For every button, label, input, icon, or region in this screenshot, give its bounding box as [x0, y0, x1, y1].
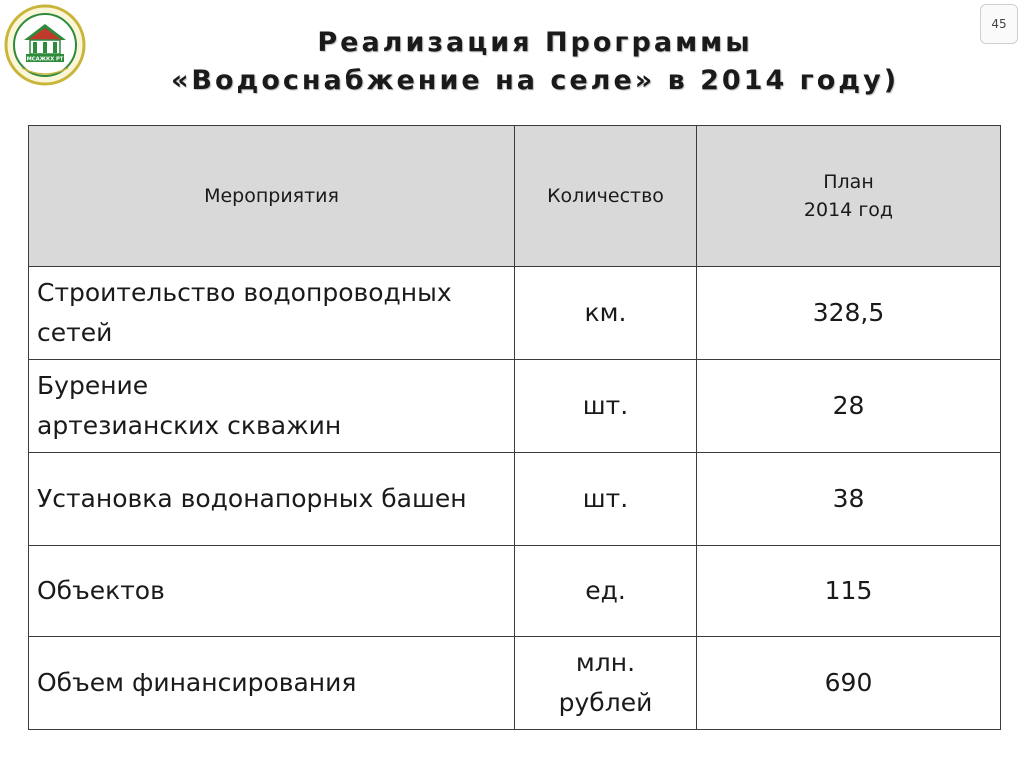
header-quantity: Количество: [515, 126, 697, 267]
cell-plan: 28: [697, 360, 1001, 453]
header-plan: План 2014 год: [697, 126, 1001, 267]
slide-title-line1: Реализация Программы: [317, 27, 753, 58]
table-header-row: [29, 126, 1001, 267]
cell-event: Объектов: [29, 546, 515, 637]
cell-plan: 690: [697, 637, 1001, 730]
cell-unit: км.: [515, 267, 697, 360]
cell-unit: шт.: [515, 453, 697, 546]
cell-event: Строительство водопроводных сетей: [29, 267, 515, 360]
cell-unit: ед.: [515, 546, 697, 637]
header-events: Мероприятия: [29, 126, 515, 267]
program-table: [28, 125, 1001, 730]
organization-emblem-icon: [4, 4, 86, 86]
slide-title-line2: «Водоснабжение на селе» в 2014 году): [170, 65, 900, 96]
cell-event: Бурение артезианских скважин: [29, 360, 515, 453]
table-row: [29, 637, 1001, 730]
table-row: [29, 453, 1001, 546]
logo-text: МСАЖКХ РТ: [26, 56, 64, 63]
cell-unit: шт.: [515, 360, 697, 453]
cell-event: Установка водонапорных башен: [29, 453, 515, 546]
table-row: [29, 360, 1001, 453]
page-number-text: 45: [991, 17, 1007, 31]
page-number: [980, 4, 1018, 44]
table-row: [29, 546, 1001, 637]
cell-plan: 38: [697, 453, 1001, 546]
cell-unit: млн. рублей: [515, 637, 697, 730]
cell-event: Объем финансирования: [29, 637, 515, 730]
slide-title: [110, 24, 960, 100]
cell-plan: 328,5: [697, 267, 1001, 360]
cell-plan: 115: [697, 546, 1001, 637]
table-row: [29, 267, 1001, 360]
